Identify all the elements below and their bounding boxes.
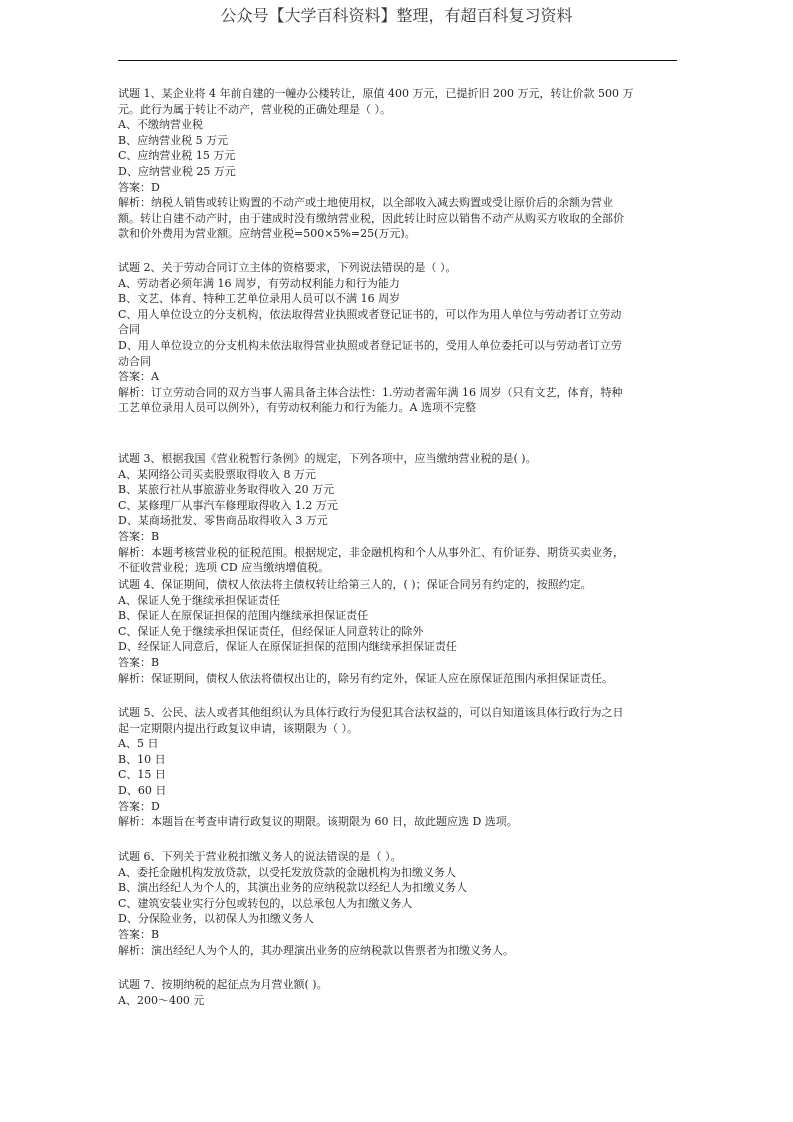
question-line: 解析：订立劳动合同的双方当事人需具备主体合法性：1.劳动者需年满 16 周岁（只有文艺，体育，特种 (118, 385, 623, 399)
question-line: B、应纳营业税 5 万元 (118, 133, 229, 147)
question-line: 起一定期限内提出行政复议申请，该期限为（ ）。 (118, 721, 358, 735)
question-line: A、5 日 (118, 737, 159, 751)
question-line: D、应纳营业税 25 万元 (118, 164, 236, 178)
question-line: 答案：A (118, 370, 159, 384)
question-line: 动合同 (118, 354, 151, 368)
question-line: B、演出经纪人为个人的，其演出业务的应纳税款以经纪人为扣缴义务人 (118, 881, 468, 895)
question-line: 试题 1、某企业将 4 年前自建的一幢办公楼转让，原值 400 万元，已提折旧 200 万元，转让价款 500 万 (118, 87, 634, 100)
question-6 (118, 849, 678, 958)
question-line: D、分保险业务，以初保人为扣缴义务人 (118, 912, 314, 926)
question-2 (118, 260, 678, 416)
question-line: 答案：B (118, 655, 160, 669)
question-line: 解析：本题旨在考查申请行政复议的期限。该期限为 60 日，故此题应选 D 选项。 (118, 815, 518, 829)
question-line: 答案：D (118, 180, 160, 194)
question-line: 额。转让自建不动产时，由于建成时没有缴纳营业税，因此转让时应以销售不动产从购买方收取的全部价 (118, 211, 624, 225)
question-line: D、用人单位设立的分支机构未依法取得营业执照或者登记证书的，受用人单位委托可以与劳动者订立劳 (118, 338, 622, 352)
header-divider (118, 60, 677, 61)
question-line: A、劳动者必须年满 16 周岁，有劳动权利能力和行为能力 (118, 276, 400, 290)
question-line: 答案：D (118, 799, 160, 813)
question-line: C、用人单位设立的分支机构，依法取得营业执照或者登记证书的，可以作为用人单位与劳动者订立劳动 (118, 307, 622, 321)
question-line: A、保证人免于继续承担保证责任 (118, 593, 280, 607)
question-line: C、保证人免于继续承担保证责任，但经保证人同意转让的除外 (118, 624, 424, 638)
question-7 (118, 977, 678, 1008)
question-line: 试题 5、公民、法人或者其他组织认为具体行政行为侵犯其合法权益的，可以自知道该具体行政行为之日 (118, 706, 624, 719)
question-line: 答案：B (118, 927, 160, 941)
question-line: D、60 日 (118, 783, 167, 797)
question-line: A、不缴纳营业税 (118, 118, 203, 132)
question-line: B、保证人在原保证担保的范围内继续承担保证责任 (118, 609, 369, 623)
question-line: 工艺单位录用人员可以例外），有劳动权利能力和行为能力。A 选项不完整 (118, 401, 476, 415)
question-line: C、15 日 (118, 768, 166, 782)
question-line: 试题 7、按期纳税的起征点为月营业额( )。 (118, 978, 328, 991)
question-line: C、某修理厂从事汽车修理取得收入 1.2 万元 (118, 498, 338, 512)
question-line: C、建筑安装业实行分包或转包的，以总承包人为扣缴义务人 (118, 896, 413, 910)
question-line: A、200～400 元 (118, 993, 205, 1007)
question-line: 解析：本题考核营业税的征税范围。根据规定，非金融机构和个人从事外汇、有价证券、期货买卖业务， (118, 545, 624, 559)
page-header: 公众号【大学百科资料】整理，有超百科复习资料 (220, 6, 573, 25)
question-3 (118, 451, 678, 576)
question-1 (118, 86, 678, 242)
question-line: 款和价外费用为营业额。应纳营业税=500×5%=25(万元)。 (118, 227, 416, 241)
question-line: B、某旅行社从事旅游业务取得收入 20 万元 (118, 483, 335, 497)
question-line: 试题 2、关于劳动合同订立主体的资格要求，下列说法错误的是（ ）。 (118, 261, 457, 274)
question-line: A、委托金融机构发放贷款，以受托发放贷款的金融机构为扣缴义务人 (118, 865, 456, 879)
question-line: 答案：B (118, 529, 160, 543)
question-line: 不征收营业税；选项 CD 应当缴纳增值税。 (118, 561, 330, 575)
question-4 (118, 577, 678, 686)
question-line: 元。此行为属于转让不动产，营业税的正确处理是（ ）。 (118, 102, 391, 116)
question-line: B、文艺、体育、特种工艺单位录用人员可以不满 16 周岁 (118, 292, 401, 306)
question-line: B、10 日 (118, 752, 166, 766)
question-5 (118, 705, 678, 830)
question-line: 解析：纳税人销售或转让购置的不动产或土地使用权，以全部收入减去购置或受让原价后的余额为营业 (118, 196, 613, 210)
question-line: 试题 3、根据我国《营业税暂行条例》的规定，下列各项中，应当缴纳营业税的是( )。 (118, 452, 537, 465)
question-line: A、某网络公司买卖股票取得收入 8 万元 (118, 467, 316, 481)
question-line: 试题 6、下列关于营业税扣缴义务人的说法错误的是（ ）。 (118, 850, 402, 863)
question-line: C、应纳营业税 15 万元 (118, 149, 236, 163)
question-line: D、经保证人同意后，保证人在原保证担保的范围内继续承担保证责任 (118, 640, 457, 654)
question-line: 合同 (118, 323, 140, 337)
question-line: 解析：演出经纪人为个人的，其办理演出业务的应纳税款以售票者为扣缴义务人。 (118, 943, 514, 957)
question-line: 解析：保证期间，债权人依法将债权出让的，除另有约定外，保证人应在原保证范围内承担保证责任。 (118, 671, 613, 685)
question-line: D、某商场批发、零售商品取得收入 3 万元 (118, 514, 328, 528)
question-line: 试题 4、保证期间，债权人依法将主债权转让给第三人的，( )；保证合同另有约定的，按照约定。 (118, 578, 592, 591)
